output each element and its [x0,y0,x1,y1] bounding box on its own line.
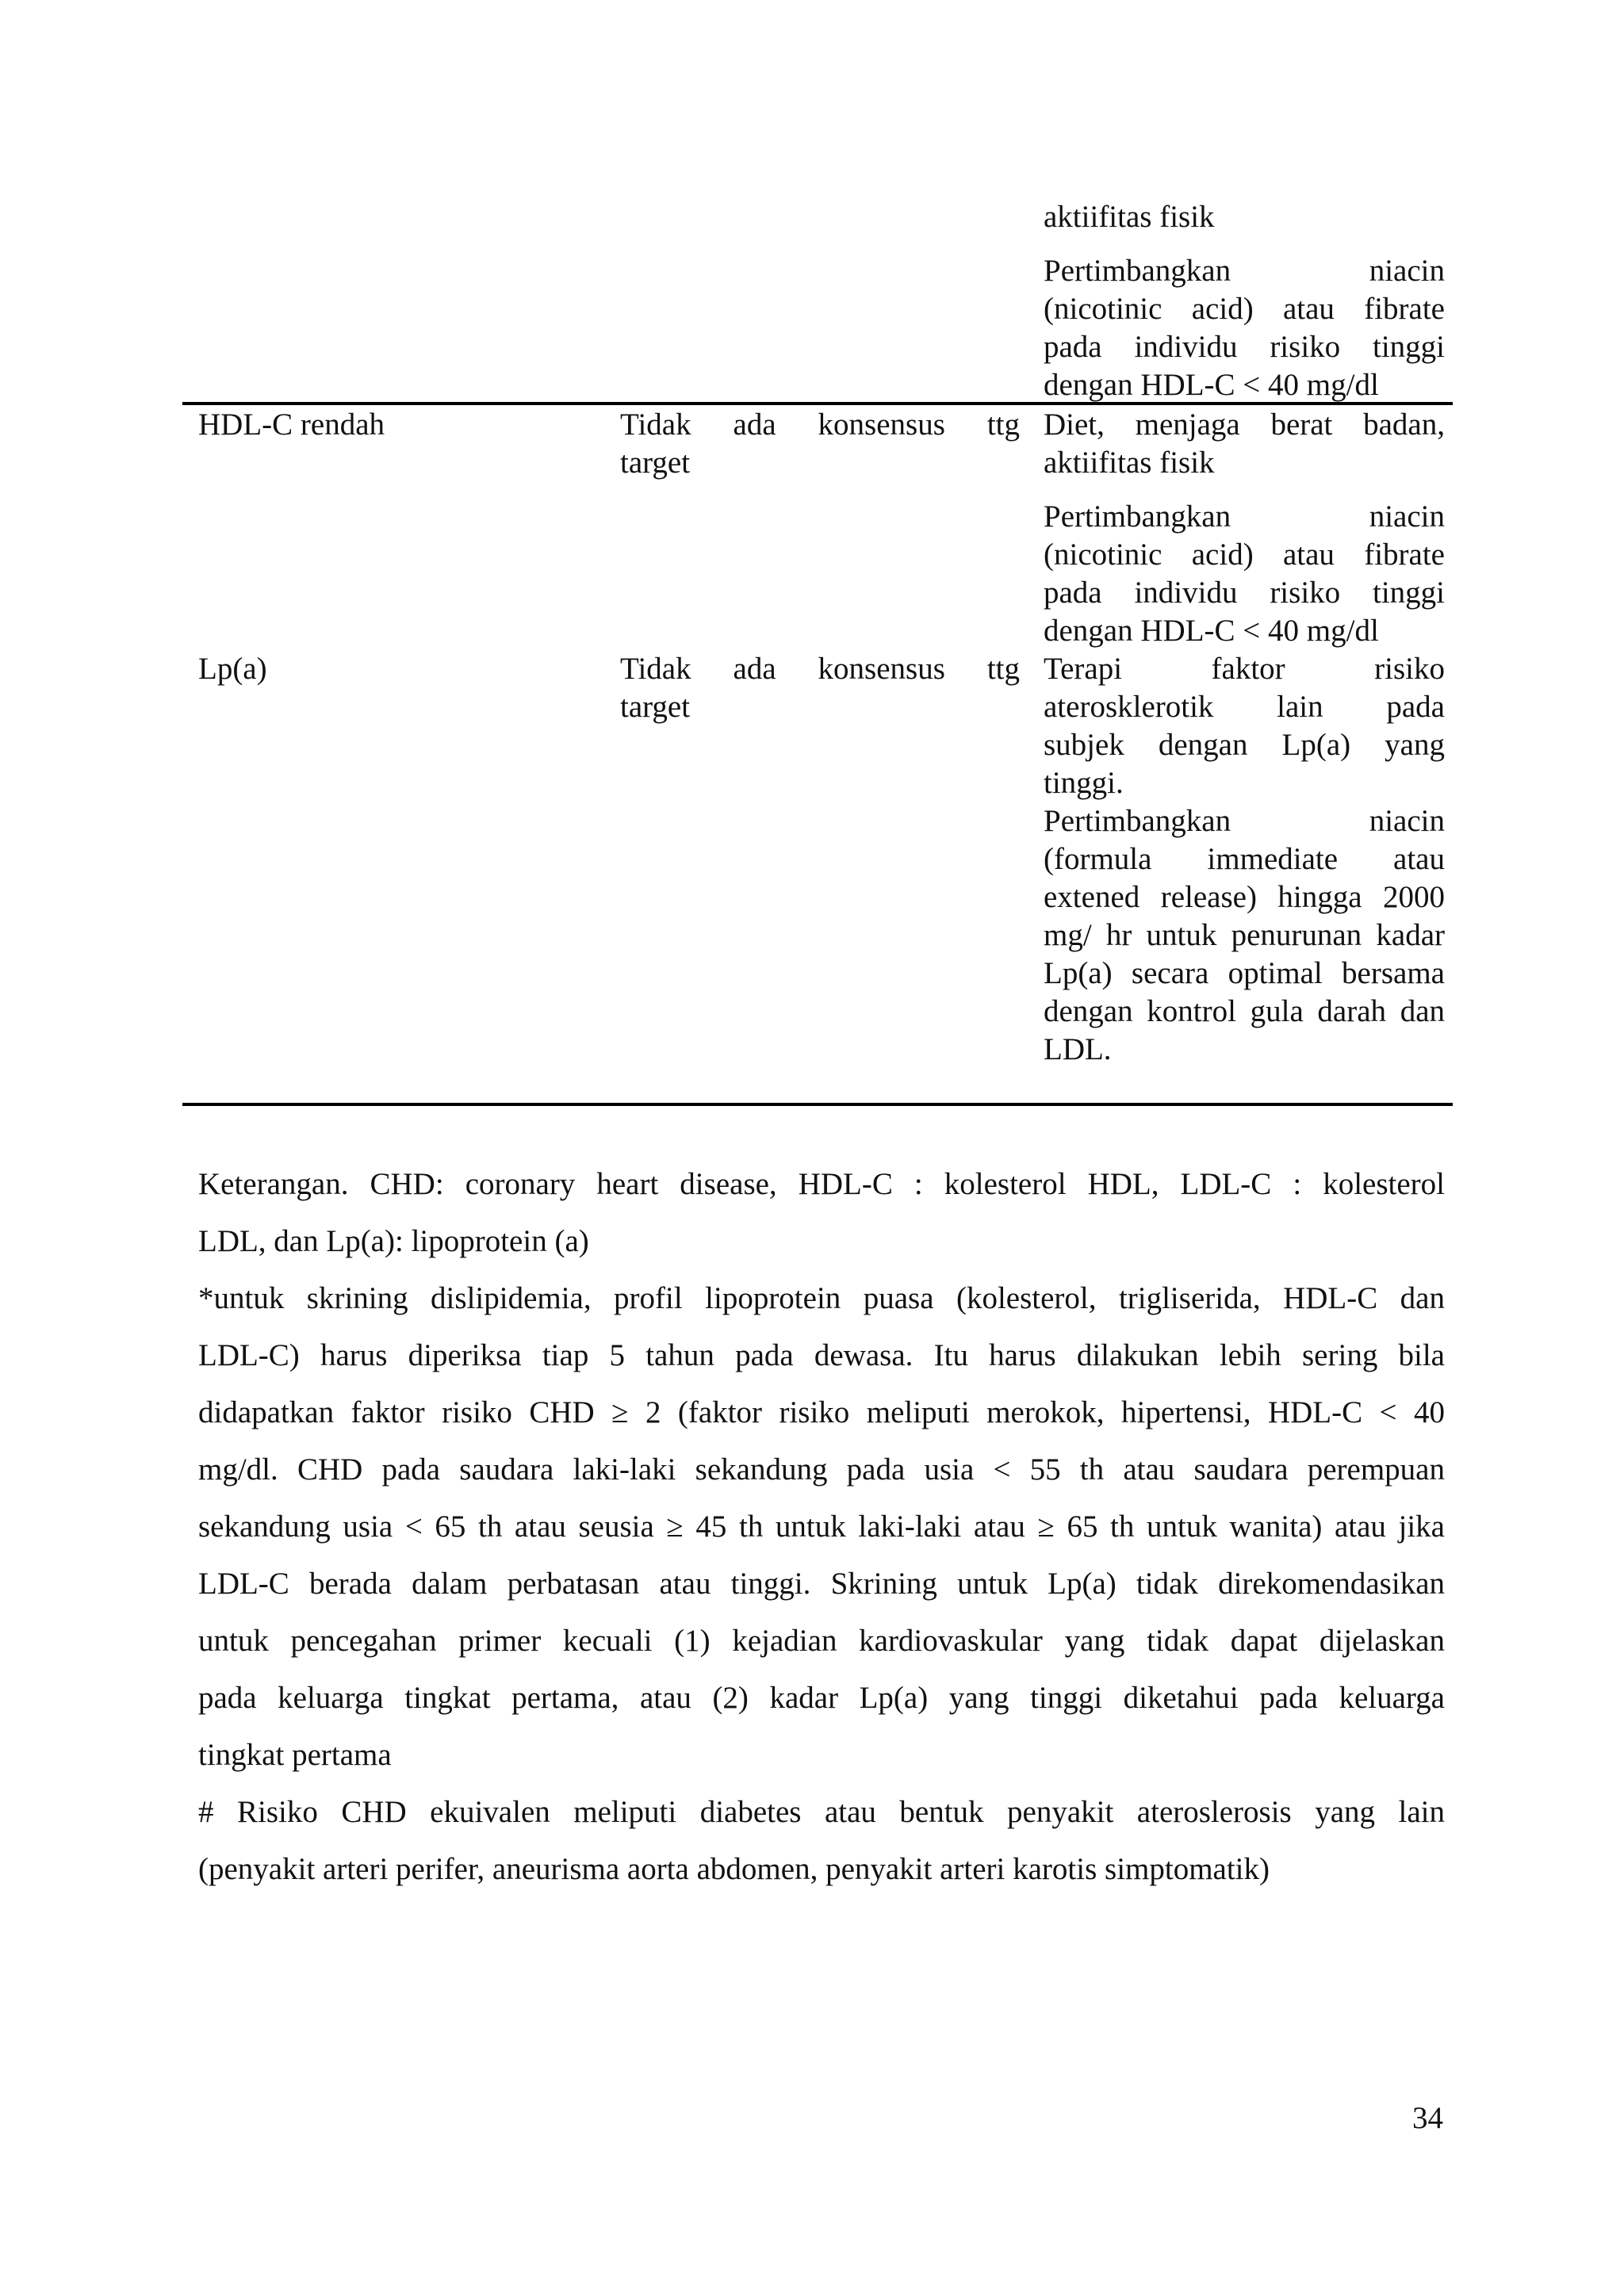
notes-line: *untuk skrining dislipidemia, profil lipoprotein puasa (kolesterol, trigliserida, HDL-C dan [198,1281,1445,1315]
notes-line: mg/dl. CHD pada saudara laki-laki sekandung pada usia < 55 th atau saudara perempuan [198,1452,1445,1487]
text-line: Pertimbangkan niacin [1044,804,1445,838]
notes-line: LDL-C) harus diperiksa tiap 5 tahun pada dewasa. Itu harus dilakukan lebih sering bila [198,1338,1445,1372]
table-rule [182,402,1453,405]
text-line: LDL. [1044,1032,1112,1066]
notes-line: Keterangan. CHD: coronary heart disease, HDL-C : kolesterol HDL, LDL-C : kolesterol [198,1167,1445,1201]
text-line: subjek dengan Lp(a) yang [1044,728,1445,762]
table-bottom-rule [182,1103,1453,1106]
notes-line: LDL-C berada dalam perbatasan atau tinggi. Skrining untuk Lp(a) tidak direkomendasikan [198,1567,1445,1601]
notes-line: # Risiko CHD ekuivalen meliputi diabetes atau bentuk penyakit ateroslerosis yang lain [198,1795,1445,1829]
treatment-cont-2 [1044,252,1445,404]
text-line: dengan kontrol gula darah dan [1044,994,1445,1028]
table-notes [198,1156,1445,1898]
text-line: Pertimbangkan niacin [1044,499,1445,534]
notes-line: (penyakit arteri perifer, aneurisma aorta abdomen, penyakit arteri karotis simptomatik) [198,1852,1270,1886]
text-line: Tidak ada konsensus ttg [620,652,1020,686]
text-line: dengan HDL-C < 40 mg/dl [1044,368,1379,402]
text-line: aktiifitas fisik [1044,446,1215,480]
row-target-hdl [620,406,1020,482]
text-line: (nicotinic acid) atau fibrate [1044,292,1445,326]
text-line: Diet, menjaga berat badan, [1044,408,1445,442]
notes-line: untuk pencegahan primer kecuali (1) kejadian kardiovaskular yang tidak dapat dijelaskan [198,1624,1445,1658]
row-parameter-lpa: Lp(a) [198,652,267,686]
row-treatment-hdl [1044,406,1445,482]
text-line: dengan HDL-C < 40 mg/dl [1044,614,1379,648]
row-parameter-hdl: HDL-C rendah [198,408,385,442]
text-line: target [620,446,691,480]
row-target-lpa [620,650,1020,726]
text-line: pada individu risiko tinggi [1044,330,1445,364]
treatment-cont-1 [1044,198,1445,236]
row-treatment2-hdl [1044,498,1445,650]
text-line: Tidak ada konsensus ttg [620,408,1020,442]
text-line: aterosklerotik lain pada [1044,690,1445,724]
text-line: target [620,690,691,724]
text-line: mg/ hr untuk penurunan kadar [1044,918,1445,952]
text-line: Terapi faktor risiko [1044,652,1445,686]
text-line: Pertimbangkan niacin [1044,254,1445,288]
notes-line: tingkat pertama [198,1738,392,1772]
page-number: 34 [1412,2101,1443,2135]
text-line: extened release) hingga 2000 [1044,880,1445,914]
notes-line: pada keluarga tingkat pertama, atau (2) kadar Lp(a) yang tinggi diketahui pada keluarga [198,1681,1445,1715]
text-line: pada individu risiko tinggi [1044,576,1445,610]
notes-line: sekandung usia < 65 th atau seusia ≥ 45 th untuk laki-laki atau ≥ 65 th untuk wanita) atau jika [198,1510,1445,1544]
text-line: Lp(a) secara optimal bersama [1044,956,1445,990]
text-line: (formula immediate atau [1044,842,1445,876]
text-line: (nicotinic acid) atau fibrate [1044,538,1445,572]
row-treatment-lpa [1044,650,1445,1069]
text-line: tinggi. [1044,766,1124,800]
text-line: aktiifitas fisik [1044,200,1215,234]
notes-line: LDL, dan Lp(a): lipoprotein (a) [198,1224,589,1258]
notes-line: didapatkan faktor risiko CHD ≥ 2 (faktor risiko meliputi merokok, hipertensi, HDL-C < 40 [198,1395,1445,1429]
